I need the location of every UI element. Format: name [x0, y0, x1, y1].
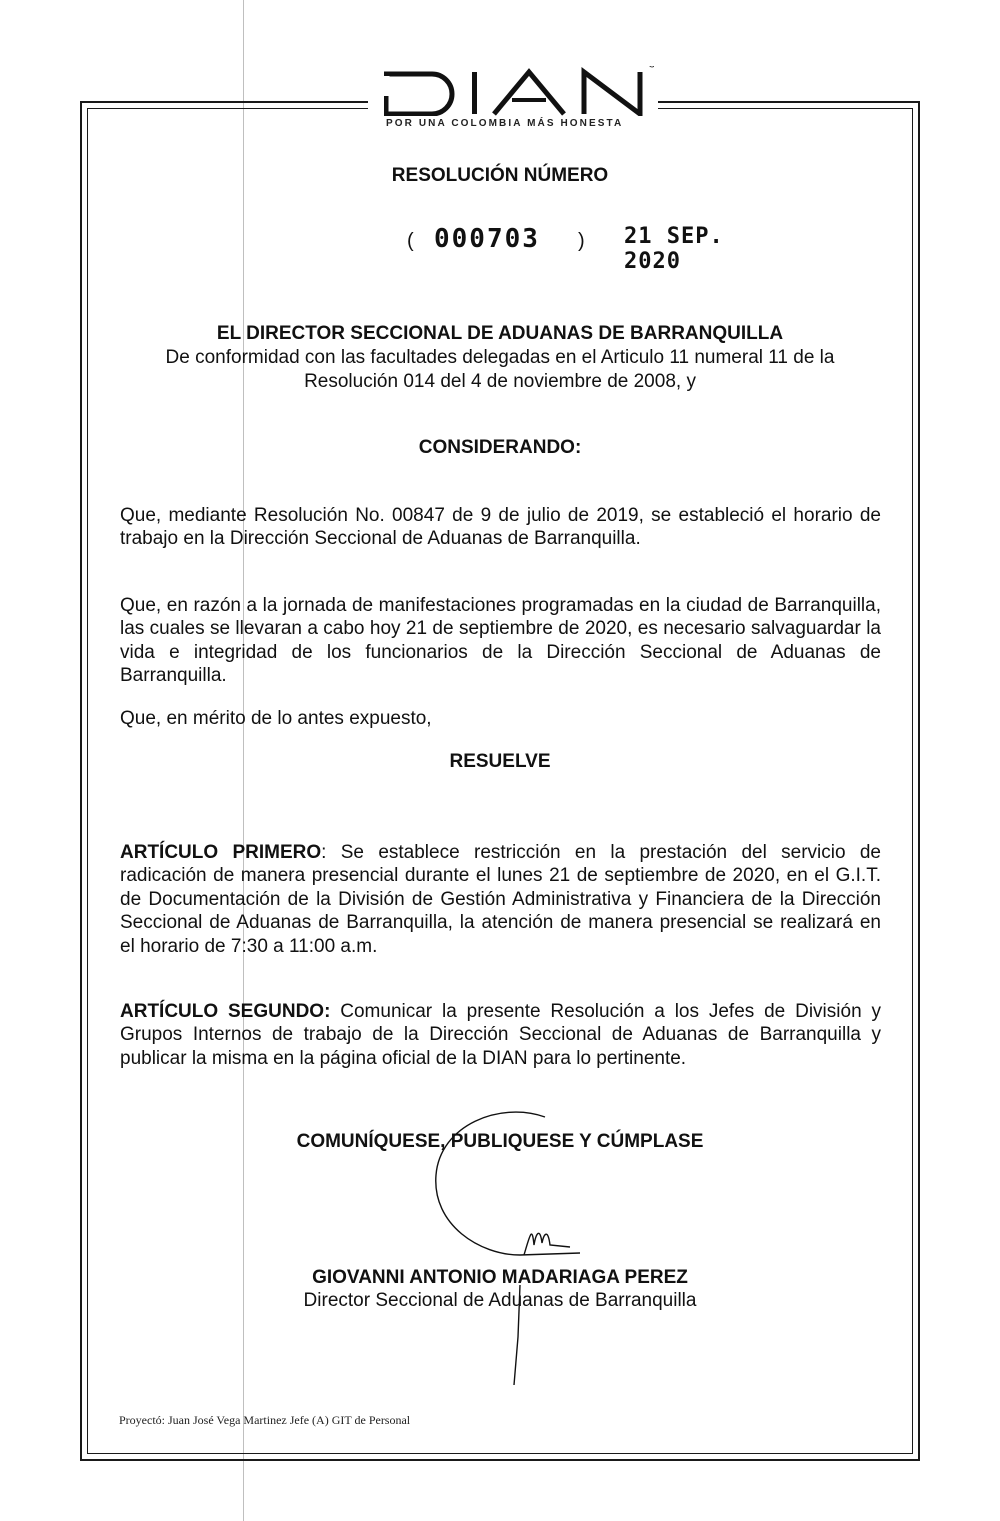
dian-logo — [368, 62, 658, 132]
logo-tagline: POR UNA COLOMBIA MÁS HONESTA — [386, 118, 624, 129]
resolution-number-stamp: 000703 — [434, 224, 540, 254]
considerando-paragraph-3: Que, en mérito de lo antes expuesto, — [120, 708, 432, 729]
signer-title: Director Seccional de Aduanas de Barranquilla — [303, 1290, 697, 1311]
article-second-text: Comunicar la presente Resolución a los Jefes de División y Grupos Internos de trabajo de la Dirección Seccional de Aduanas de Barranquilla y publicar la misma en la página oficial de la DIAN para lo pertinente. — [120, 1001, 881, 1069]
considerando-paragraph-1: Que, mediante Resolución No. 00847 de 9 de julio de 2019, se estableció el horario de trabajo en la Dirección Seccional de Aduanas de Barranquilla. — [120, 505, 881, 550]
drafted-by-footnote: Proyectó: Juan José Vega Martinez Jefe (A) GIT de Personal — [119, 1413, 411, 1427]
article-second — [120, 1000, 881, 1070]
article-first-label: ARTÍCULO PRIMERO — [120, 842, 322, 863]
authority-line-2: Resolución 014 del 4 de noviembre de 2008, y — [304, 371, 696, 392]
authority-line-1: De conformidad con las facultades delegadas en el Articulo 11 numeral 11 de la — [165, 347, 835, 368]
article-second-label: ARTÍCULO SEGUNDO: — [120, 1001, 331, 1022]
signer-name: GIOVANNI ANTONIO MADARIAGA PEREZ — [312, 1267, 688, 1288]
considerando-title: CONSIDERANDO: — [418, 437, 582, 458]
handwritten-signature — [420, 1105, 620, 1395]
authority-heading: EL DIRECTOR SECCIONAL DE ADUANAS DE BARRANQUILLA — [216, 323, 784, 344]
close-paren: ) — [578, 230, 585, 252]
resuelve-title: RESUELVE — [449, 751, 551, 772]
resolution-number-line — [400, 224, 760, 274]
resolution-date-stamp: 21 SEP. 2020 — [624, 224, 724, 274]
dian-logo-mark — [384, 66, 654, 116]
considerando-paragraph-2: Que, en razón a la jornada de manifestaciones programadas en la ciudad de Barranquilla, las cuales se llevaran a cabo hoy 21 de septiembre de 2020, es necesario salvaguardar la vida e integridad de los funcionarios de la Dirección Seccional de Aduanas de Barranquilla. — [120, 595, 881, 687]
article-first — [120, 841, 881, 958]
open-paren: ( — [407, 230, 414, 252]
closing-formula: COMUNÍQUESE, PUBLIQUESE Y CÚMPLASE — [296, 1131, 704, 1152]
article-first-separator: : — [321, 842, 327, 863]
resolution-title: RESOLUCIÓN NÚMERO — [391, 165, 609, 186]
article-first-text: Se establece restricción en la prestación del servicio de radicación de manera presencial durante el lunes 21 de septiembre de 2020, en el G.I.T. de Documentación de la División de Gestión Administrativa y Financiera de la Dirección Seccional de Aduanas de Barranquilla, la atención de manera presencial se realizará en el horario de 7:30 a 11:00 a.m. — [120, 842, 881, 957]
